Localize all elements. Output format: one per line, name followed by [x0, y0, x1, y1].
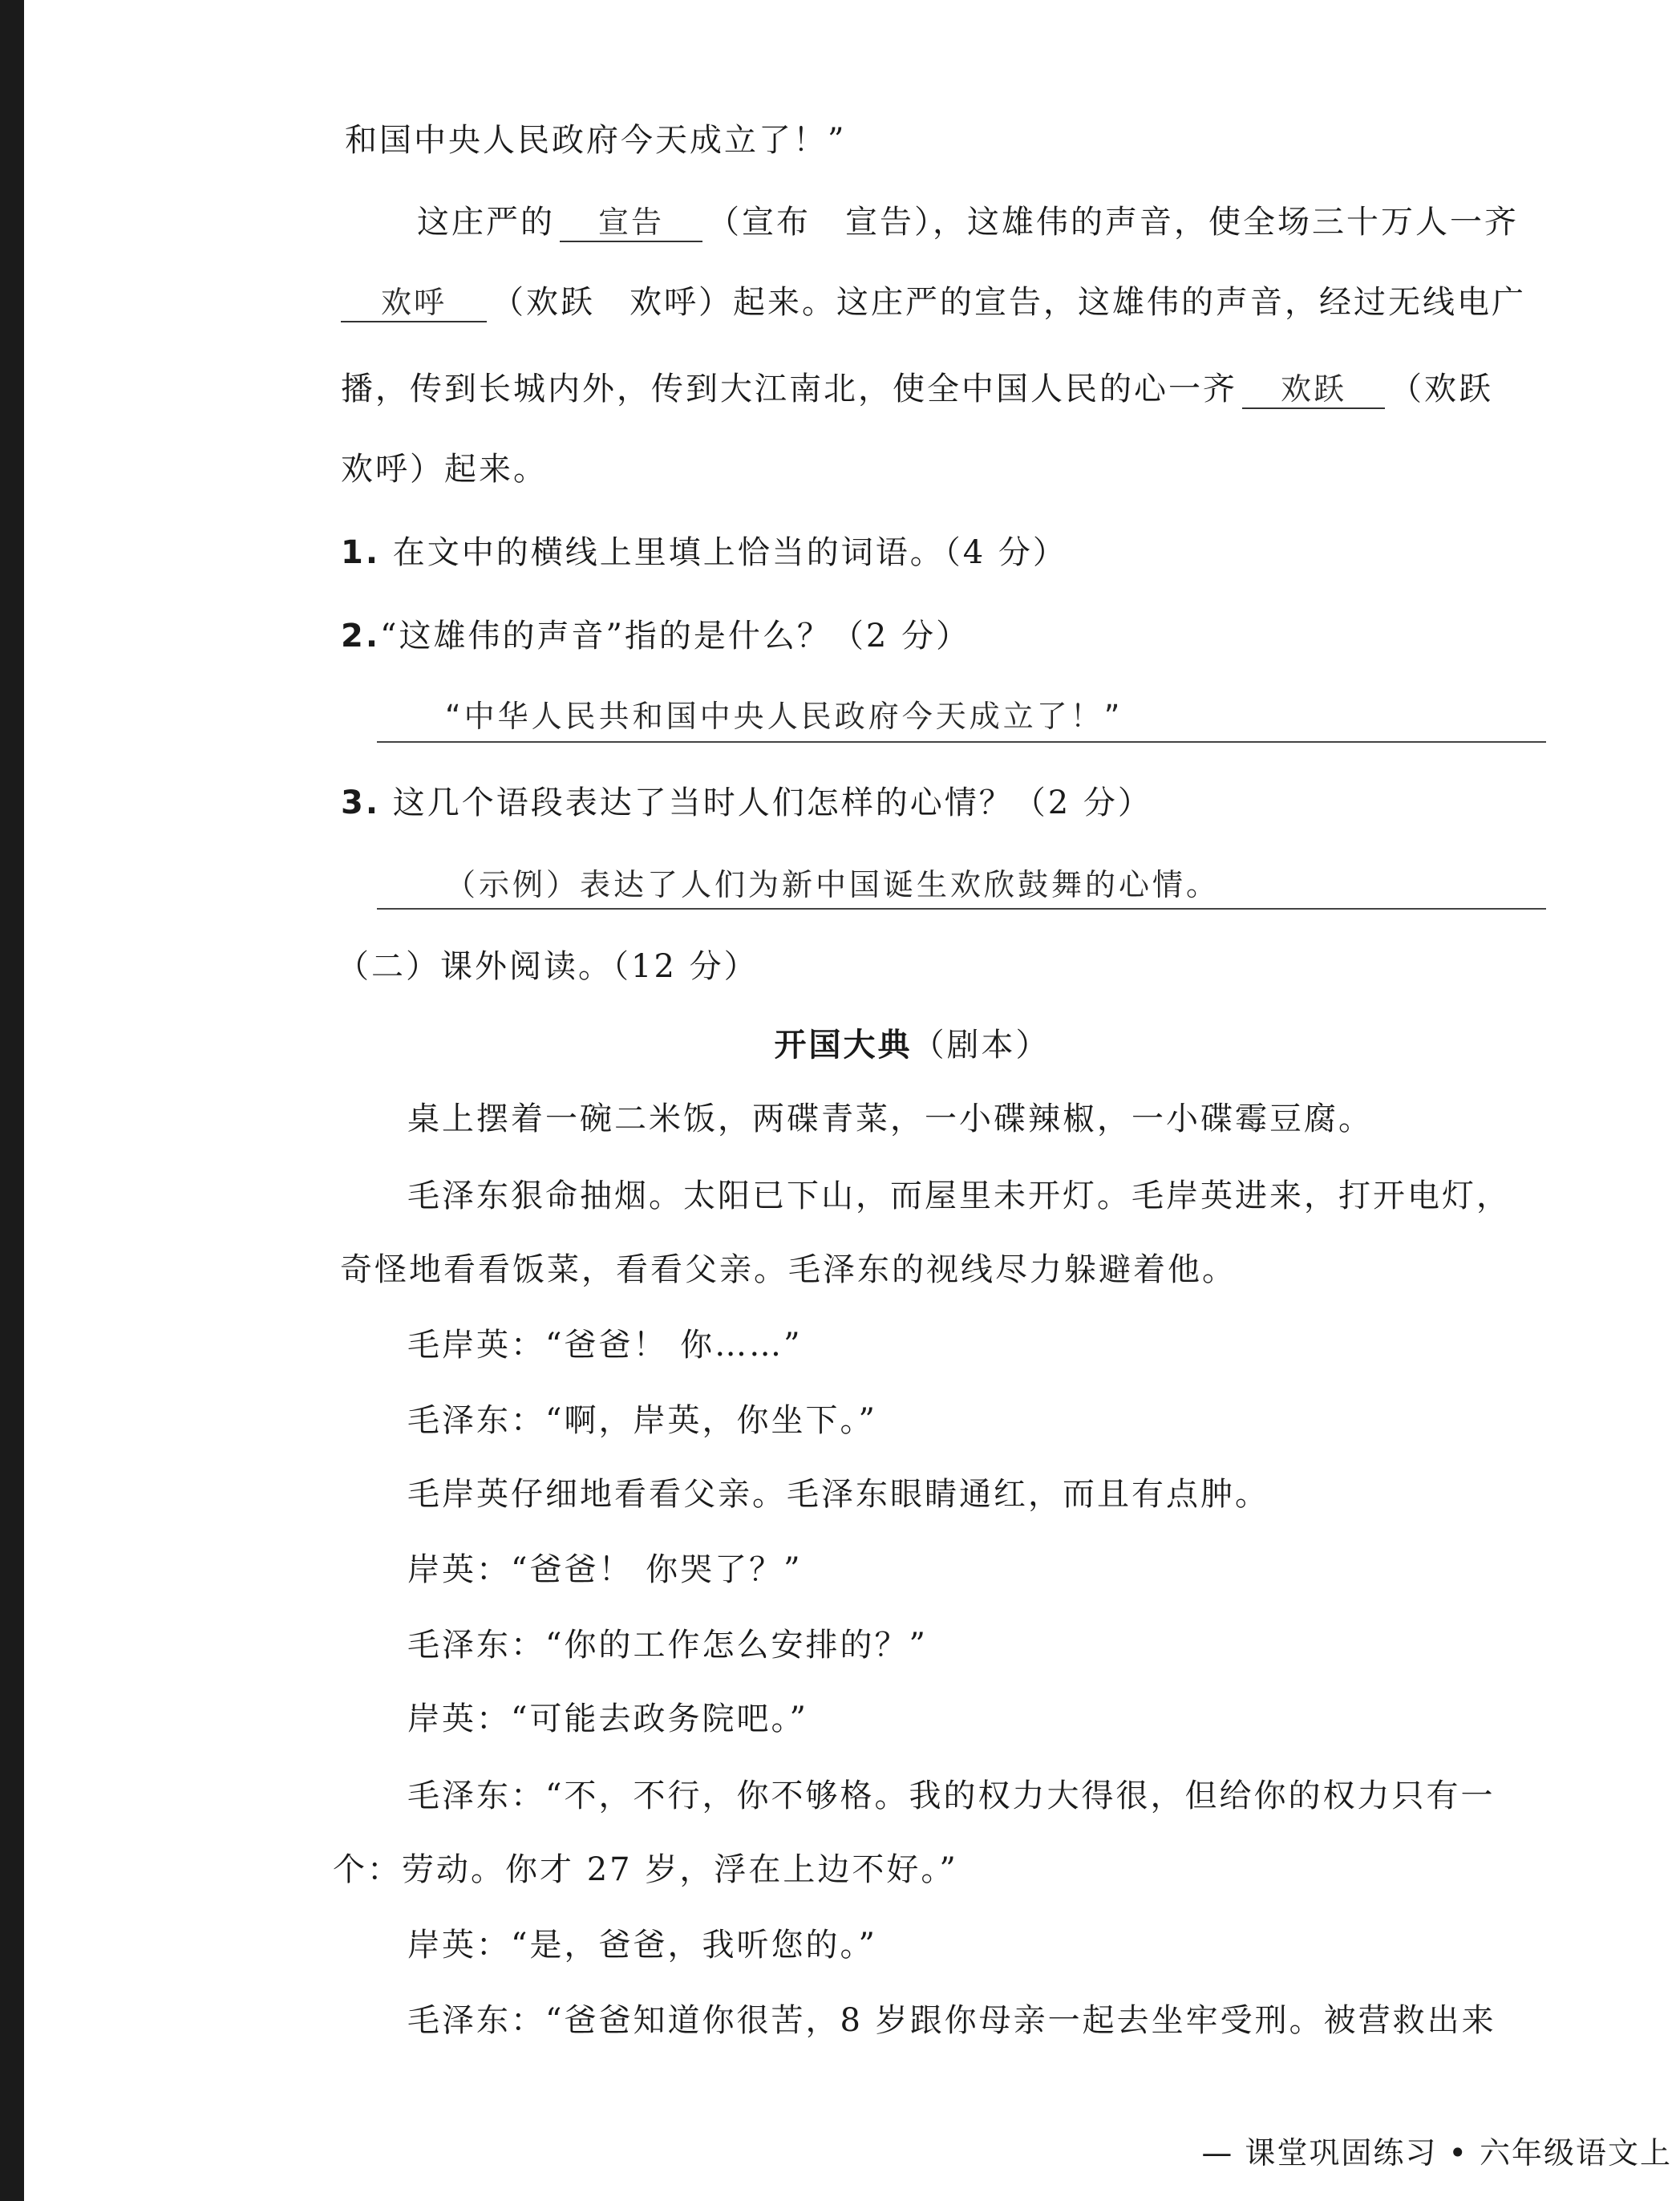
paragraph: 桌上摆着一碗二米饭，两碟青菜，一小碟辣椒，一小碟霉豆腐。	[407, 1100, 1373, 1137]
question-3	[341, 783, 1152, 823]
title-note: （剧本）	[912, 1027, 1051, 1064]
paragraph: 毛泽东：“啊，岸英，你坐下。”	[407, 1402, 877, 1439]
passage-text: 播，传到长城内外，传到大江南北，使全中国人民的心一齐	[341, 371, 1237, 407]
binding-edge	[0, 0, 24, 2201]
passage-text: （欢跃	[1390, 371, 1493, 407]
paragraph: 奇怪地看看饭菜，看看父亲。毛泽东的视线尽力躲避着他。	[340, 1251, 1237, 1288]
passage-line-2	[417, 202, 1519, 242]
question-1	[341, 533, 1067, 573]
blank-answer: 欢呼	[380, 285, 447, 320]
passage-text: （欢跃 欢呼）起来。这庄严的宣告，这雄伟的声音，经过无线电广	[492, 284, 1526, 321]
passage-line-3	[341, 282, 1526, 322]
article-title	[0, 1025, 1680, 1065]
question-number: 2.	[341, 618, 381, 655]
passage-text: 这庄严的	[417, 204, 555, 241]
fill-blank-3[interactable]	[1242, 371, 1385, 409]
paragraph: 毛泽东：“爸爸知道你很苦，8 岁跟你母亲一起去坐牢受刑。被营救出来	[407, 2002, 1496, 2039]
question-number: 3.	[341, 784, 381, 821]
paragraph: 岸英：“爸爸！ 你哭了？”	[407, 1551, 803, 1588]
paragraph: 岸英：“是，爸爸，我听您的。”	[407, 1927, 877, 1964]
answer-2-text: “中华人民共和国中央人民政府今天成立了！”	[445, 699, 1123, 734]
paragraph: 毛泽东：“你的工作怎么安排的？”	[407, 1627, 928, 1664]
passage-text: 欢呼）起来。	[341, 451, 548, 488]
section-heading: （二）课外阅读。（12 分）	[337, 948, 759, 985]
paragraph: 毛岸英：“爸爸！ 你……”	[407, 1327, 803, 1364]
passage-text: 和国中央人民政府今天成立了！”	[345, 122, 847, 159]
passage-line-4	[341, 369, 1493, 409]
passage-line-1	[345, 120, 846, 160]
answer-line-3[interactable]	[377, 908, 1546, 910]
paragraph: 毛泽东狠命抽烟。太阳已下山，而屋里未开灯。毛岸英进来，打开电灯，	[407, 1178, 1511, 1214]
paragraph: 毛泽东：“不，不行，你不够格。我的权力大得很，但给你的权力只有一	[407, 1777, 1496, 1814]
question-number: 1.	[341, 534, 381, 571]
passage-text: （宣布 宣告），这雄伟的声音，使全场三十万人一齐	[707, 204, 1519, 241]
blank-answer: 宣告	[597, 205, 664, 240]
fill-blank-2[interactable]	[341, 284, 487, 322]
page-footer: — 课堂巩固练习 • 六年级语文上	[1201, 2135, 1672, 2171]
question-2	[341, 616, 970, 656]
paragraph: 岸英：“可能去政务院吧。”	[407, 1700, 808, 1737]
blank-answer: 欢跃	[1280, 371, 1346, 407]
passage-line-5	[341, 449, 548, 489]
question-text: “这雄伟的声音”指的是什么？（2 分）	[380, 618, 971, 655]
paragraph: 毛岸英仔细地看看父亲。毛泽东眼睛通红，而且有点肿。	[407, 1476, 1269, 1513]
answer-line-2[interactable]	[377, 741, 1546, 743]
answer-3-text: （示例）表达了人们为新中国诞生欢欣鼓舞的心情。	[445, 867, 1221, 902]
question-text: 在文中的横线上里填上恰当的词语。（4 分）	[392, 534, 1067, 571]
paragraph: 个：劳动。你才 27 岁，浮在上边不好。”	[333, 1851, 958, 1888]
fill-blank-1[interactable]	[560, 204, 702, 242]
question-text: 这几个语段表达了当时人们怎样的心情？（2 分）	[392, 784, 1152, 821]
title-text: 开国大典	[774, 1027, 913, 1064]
